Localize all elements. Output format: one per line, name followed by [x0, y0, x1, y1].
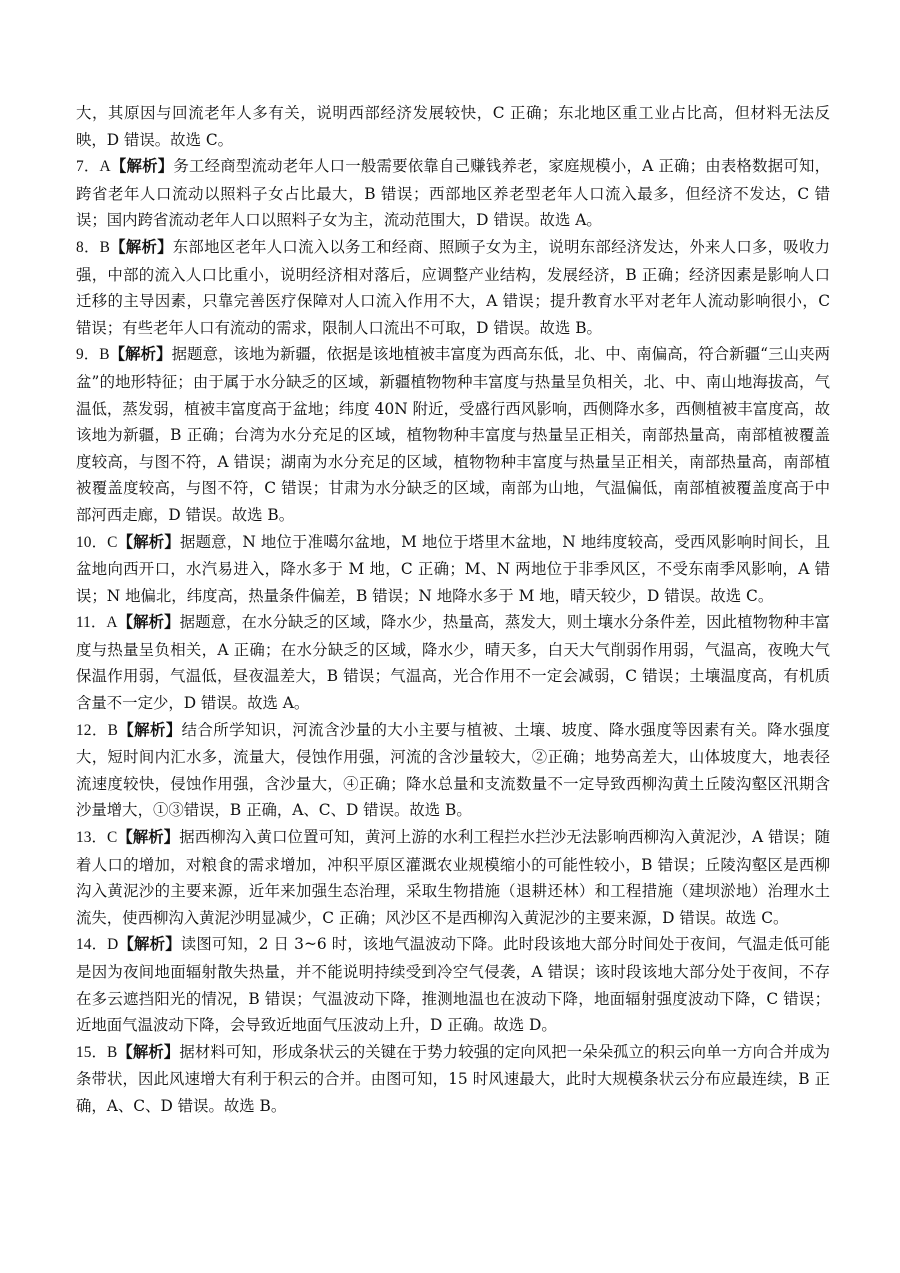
explanation-continued	[76, 100, 830, 153]
explanation-item-15	[76, 1039, 830, 1120]
question-answer: 8．B	[76, 238, 110, 256]
explanation-body: 东部地区老年人口流入以务工和经商、照顾子女为主，说明东部经济发达，外来人口多，吸收力强，中部的流入人口比重小，说明经济相对落后，应调整产业结构，发展经济，B 正确；经济因素是影响人口迁移的主导因素，只靠完善医疗保障对人口流入作用不大，A 错误；提升教育水平对老年人流动影响很小，C 错误；有些老年人口有流动的需求，限制人口流出不可取，D 错误。故选 B。	[76, 237, 830, 337]
explanation-body: 读图可知，2 日 3~6 时，该地气温波动下降。此时段该地大部分时间处于夜间，气温走低可能是因为夜间地面辐射散失热量，并不能说明持续受到冷空气侵袭，A 错误；该时段该地大部分处于夜间，不存在多云遮挡阳光的情况，B 错误；气温波动下降，推测地温也在波动下降，地面辐射强度波动下降，C 错误；近地面气温波动下降，会导致近地面气压波动上升，D 正确。故选 D。	[76, 935, 830, 1035]
explanation-item-11	[76, 609, 830, 716]
analysis-tag: 【解析】	[117, 613, 180, 632]
explanation-item-12	[76, 717, 830, 824]
analysis-tag: 【解析】	[109, 237, 173, 256]
question-answer: 12．B	[76, 721, 118, 739]
analysis-tag: 【解析】	[110, 157, 174, 176]
question-answer: 7．A	[76, 158, 111, 176]
explanation-item-9	[76, 341, 830, 528]
explanation-item-8	[76, 234, 830, 341]
explanation-item-7	[76, 153, 830, 234]
explanation-body: 据题意，在水分缺乏的区域，降水少，热量高，蒸发大，则土壤水分条件差，因此植物物种丰富度与热量呈负相关，A 正确；在水分缺乏的区域，降水少，晴天多，白天大气削弱作用弱，气温高，夜晚大气保温作用弱，气温低，昼夜温差大，B 错误；气温高，光合作用不一定会减弱，C 错误；土壤温度高，有机质含量不一定少，D 错误。故选 A。	[76, 613, 830, 713]
explanation-item-13	[76, 824, 830, 931]
explanation-body: 据题意，该地为新疆，依据是该地植被丰富度为西高东低，北、中、南偏高，符合新疆“三山夹两盆”的地形特征；由于属于水分缺乏的区域，新疆植物物种丰富度与热量呈负相关，北、中、南山地海拔高，气温低，蒸发弱，植被丰富度高于盆地；纬度 40N 附近，受盛行西风影响，西侧降水多，西侧植被丰富度高，故该地为新疆，B 正确；台湾为水分充足的区域，植物物种丰富度与热量呈正相关，南部热量高，南部植被覆盖度较高，与图不符，A 错误；湖南为水分充足的区域，植物物种丰富度与热量呈正相关，南部热量高，南部植被覆盖度较高，与图不符，C 错误；甘肃为水分缺乏的区域，南部为山地，气温偏低，南部植被覆盖度高于中部河西走廊，D 错误。故选 B。	[76, 345, 830, 524]
analysis-tag: 【解析】	[117, 532, 180, 551]
question-answer: 14．D	[76, 936, 119, 954]
question-answer: 15．B	[76, 1043, 118, 1061]
explanation-body: 据西柳沟入黄口位置可知，黄河上游的水利工程拦水拦沙无法影响西柳沟入黄泥沙，A 错误；随着人口的增加，对粮食的需求增加，冲积平原区灌溉农业规模缩小的可能性较小，B 错误；丘陵沟壑区是西柳沟入黄泥沙的主要来源，近年来加强生态治理，采取生物措施（退耕还林）和工程措施（建坝淤地）治理水土流失，使西柳沟入黄泥沙明显减少，C 正确；风沙区不是西柳沟入黄泥沙的主要来源，D 错误。故选 C。	[76, 828, 830, 927]
explanation-item-14	[76, 931, 830, 1038]
analysis-tag: 【解析】	[117, 1042, 180, 1061]
explanation-body: 务工经商型流动老年人口一般需要依靠自己赚钱养老，家庭规模小，A 正确；由表格数据可知，跨省老年人口流动以照料子女占比最大，B 错误；西部地区养老型老年人口流入最多，但经济不发达，C 错误；国内跨省流动老年人口以照料子女为主，流动范围大，D 错误。故选 A。	[76, 157, 830, 230]
explanation-body: 据题意，N 地位于准噶尔盆地，M 地位于塔里木盆地，N 地纬度较高，受西风影响时间长，且盆地向西开口，水汽易进入，降水多于 M 地，C 正确；M、N 两地位于非季风区，不受东南季风影响，A 错误；N 地偏北，纬度高，热量条件偏差，B 错误；N 地降水多于 M 地，晴天较少，D 错误。故选 C。	[76, 532, 830, 605]
analysis-tag: 【解析】	[109, 345, 172, 364]
answer-explanations	[76, 100, 830, 1120]
explanation-body: 大，其原因与回流老年人多有关，说明西部经济发展较快，C 正确；东北地区重工业占比高，但材料无法反映，D 错误。故选 C。	[76, 104, 830, 149]
analysis-tag: 【解析】	[117, 828, 180, 847]
analysis-tag: 【解析】	[117, 720, 182, 739]
question-answer: 9．B	[76, 346, 110, 364]
explanation-body: 结合所学知识，河流含沙量的大小主要与植被、土壤、坡度、降水强度等因素有关。降水强度大，短时间内汇水多，流量大，侵蚀作用强，河流的含沙量较大，②正确；地势高差大，山体坡度大，地表径流速度较快，侵蚀作用强，含沙量大，④正确；降水总量和支流数量不一定导致西柳沟黄土丘陵沟壑区汛期含沙量增大，①③错误，B 正确，A、C、D 错误。故选 B。	[76, 720, 830, 820]
explanation-item-10	[76, 529, 830, 610]
question-answer: 10．C	[76, 533, 118, 551]
question-answer: 11．A	[76, 614, 118, 632]
analysis-tag: 【解析】	[118, 935, 181, 954]
explanation-body: 据材料可知，形成条状云的关键在于势力较强的定向风把一朵朵孤立的积云向单一方向合并成为条带状，因此风速增大有利于积云的合并。由图可知，15 时风速最大，此时大规模条状云分布应最连续，B 正确，A、C、D 错误。故选 B。	[76, 1042, 830, 1115]
question-answer: 13．C	[76, 829, 118, 847]
